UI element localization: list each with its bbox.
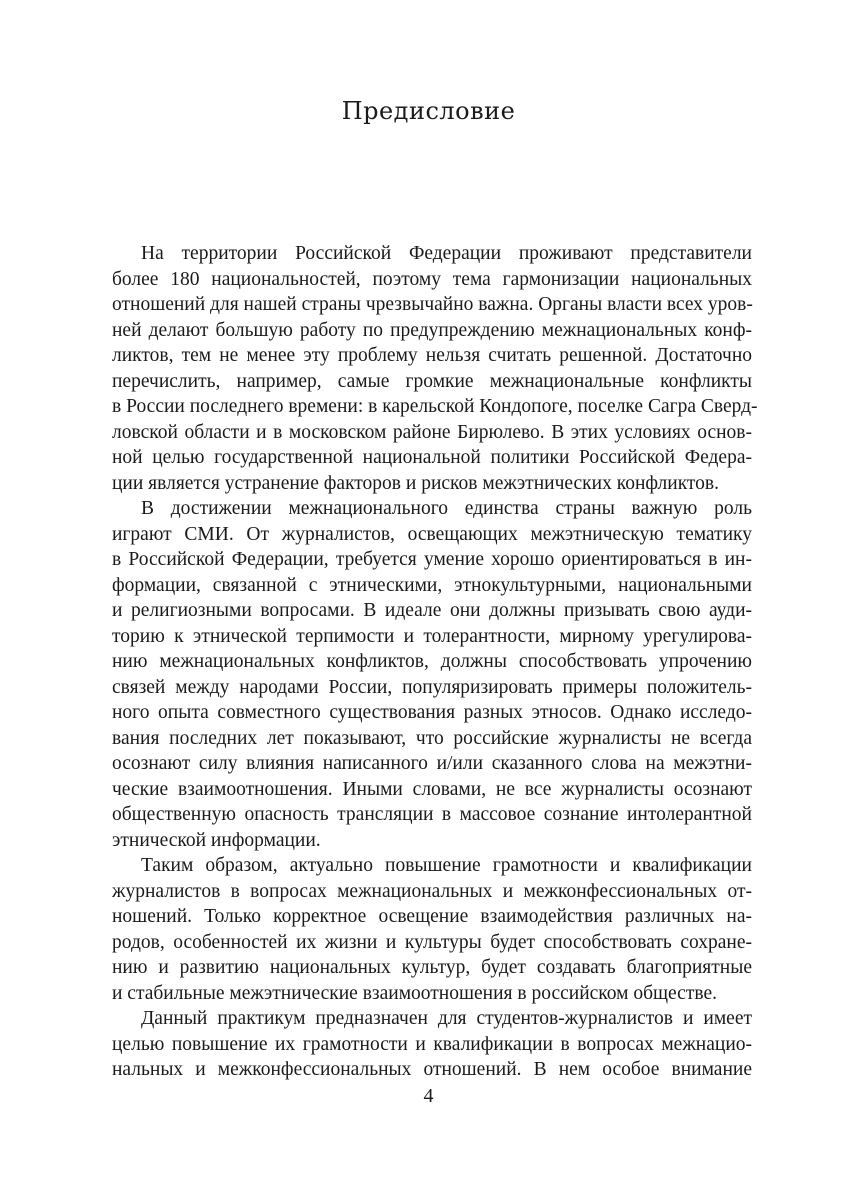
- text-line: нию и развитию национальных культур, будет создавать благоприятные: [112, 957, 752, 978]
- text-line: играют СМИ. От журналистов, освещающих межэтническую тематику: [112, 523, 752, 545]
- body-text: [112, 241, 758, 1083]
- text-line: связей между народами России, популяризировать примеры положитель-: [112, 676, 752, 698]
- text-line: этнической информации.: [112, 829, 321, 851]
- text-line: вания последних лет показывают, что российские журналисты не всегда: [112, 727, 752, 749]
- text-line: На территории Российской Федерации проживают представители: [141, 243, 752, 264]
- text-line: целью повышение их грамотности и квалификации в вопросах межнацио-: [112, 1033, 752, 1055]
- text-line: ней делают большую работу по предупреждению межнациональных конф-: [112, 319, 752, 341]
- text-line: ческие взаимоотношения. Иными словами, не все журналисты осознают: [112, 778, 752, 800]
- text-line: торию к этнической терпимости и толерантности, мирному урегулирова-: [112, 625, 752, 647]
- paragraph: [112, 1006, 752, 1083]
- text-line: журналистов в вопросах межнациональных и межконфессиональных от-: [112, 880, 752, 902]
- text-line: и религиозными вопросами. В идеале они должны призывать свою ауди-: [112, 600, 752, 621]
- text-line: ного опыта совместного существования разных этносов. Однако исследо-: [112, 702, 752, 723]
- text-line: Данный практикум предназначен для студентов-журналистов и имеет: [141, 1008, 752, 1029]
- paragraph: [112, 241, 758, 496]
- text-line: ции является устранение факторов и рисков межэтнических конфликтов.: [112, 472, 720, 494]
- text-line: более 180 национальностей, поэтому тема гармонизации национальных: [112, 268, 752, 290]
- text-line: ной целью государственной национальной политики Российской Федера-: [112, 447, 752, 468]
- paragraph: [112, 853, 752, 1006]
- text-line: перечислить, например, самые громкие межнациональные конфликты: [112, 370, 752, 392]
- page-number: 4: [423, 1085, 434, 1107]
- text-line: в Российской Федерации, требуется умение хорошо ориентироваться в ин-: [112, 549, 752, 570]
- text-line: нию межнациональных конфликтов, должны способствовать упрочению: [112, 651, 752, 672]
- paragraph: [112, 496, 752, 853]
- page-title: Предисловие: [341, 97, 516, 125]
- text-line: В достижении межнационального единства страны важную роль: [141, 498, 752, 519]
- text-line: родов, особенностей их жизни и культуры будет способствовать сохране-: [112, 931, 752, 953]
- text-line: Таким образом, актуально повышение грамотности и квалификации: [141, 855, 752, 876]
- text-line: отношений для нашей страны чрезвычайно важна. Органы власти всех уров-: [112, 294, 753, 315]
- text-line: нальных и межконфессиональных отношений. В нем особое внимание: [112, 1059, 752, 1080]
- text-line: ловской области и в московском районе Бирюлево. В этих условиях основ-: [112, 421, 752, 443]
- text-line: и стабильные межэтнические взаимоотношения в российском обществе.: [112, 982, 717, 1004]
- text-line: ношений. Только корректное освещение взаимодействия различных на-: [112, 906, 752, 927]
- text-line: осознают силу влияния написанного и/или сказанного слова на межэтни-: [112, 753, 752, 774]
- text-line: формации, связанной с этническими, этнокультурными, национальными: [112, 574, 752, 596]
- text-line: в России последнего времени: в карельской Кондопоге, поселке Сагра Сверд-: [112, 396, 758, 417]
- text-line: общественную опасность трансляции в массовое сознание интолерантной: [112, 804, 752, 825]
- text-line: ликтов, тем не менее эту проблему нельзя считать решенной. Достаточно: [112, 345, 752, 366]
